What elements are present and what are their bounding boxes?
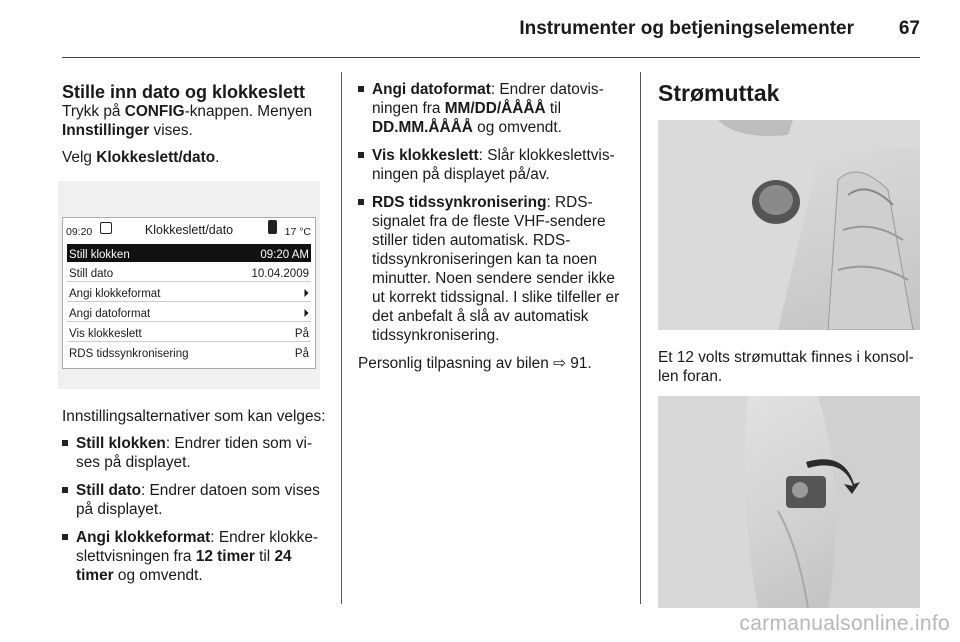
options-intro: Innstillingsalternativer som kan velges: <box>62 408 326 425</box>
bullet-angi-datoformat: Angi datoformat: Endrer datovisningen fra MM/DD/ÅÅÅÅ til DD.MM.ÅÅÅÅ og omvendt. <box>358 80 624 137</box>
column-2 <box>358 80 624 381</box>
bullet-still-klokken: Still klokken: Endrer tiden som vises på displayet. <box>62 434 328 472</box>
bullet-rds: RDS tidssynkronisering: RDS-signalet fra de fleste VHF-sendere stiller tiden automatisk. RDS-tidssynkroniseringen kan ta noen minutter. Noen sendere sender ikke ut korrekt tidssignal. I slike tilfeller er det anbefalt å slå av automatisk tidssynkronisering. <box>358 193 624 345</box>
section-heading-stromuttak: Strømuttak <box>658 80 780 106</box>
bullet-angi-klokkeformat: Angi klokkeformat: Endrer klokkeslettvisningen fra 12 timer til 24 timer og omvendt. <box>62 528 328 585</box>
page-header <box>62 14 920 48</box>
chevron-right-icon: ⏵ <box>303 288 309 300</box>
intro-paragraph: Trykk på CONFIG-knappen. Menyen Innstillinger vises. <box>62 103 313 139</box>
screen-row-still-dato[interactable]: Still dato 10.04.2009 <box>69 268 309 280</box>
header-rule <box>62 57 920 58</box>
screen-title: Klokkeslett/dato <box>144 223 234 237</box>
screen-row-still-klokken[interactable]: Still klokken 09:20 AM <box>67 244 311 262</box>
section-heading-date-time: Stille inn dato og klokkeslett <box>62 82 306 102</box>
page-header-title: Instrumenter og betjeningselementer <box>519 18 854 39</box>
cross-reference: Personlig tilpasning av bilen ⇨ 91. <box>358 355 592 372</box>
screen-temperature: 17 °C <box>284 226 311 238</box>
screen-row-vis-klokkeslett[interactable]: Vis klokkeslett På <box>69 328 309 340</box>
screen-time: 09:20 <box>66 226 93 238</box>
select-paragraph: Velg Klokkeslett/dato. <box>62 149 220 166</box>
column-3 <box>658 80 923 608</box>
column-divider-1 <box>341 72 342 604</box>
screen-topbar <box>63 218 315 240</box>
power-outlet-photo <box>658 396 920 608</box>
console-photo <box>658 120 920 330</box>
config-button-label: CONFIG <box>124 103 185 120</box>
column-1 <box>62 82 328 594</box>
watermark: carmanualsonline.info <box>739 612 950 635</box>
page-number: 67 <box>898 18 920 39</box>
screen-row-angi-datoformat[interactable]: Angi datoformat ⏵ <box>67 303 311 321</box>
screen-row-rds[interactable]: RDS tidssynkronisering På <box>69 348 309 360</box>
column-divider-2 <box>640 72 641 604</box>
display-screen <box>62 217 316 369</box>
arrow-right-icon: ⇨ <box>553 355 566 372</box>
chevron-right-icon: ⏵ <box>303 308 309 320</box>
display-screenshot <box>58 181 320 389</box>
bullet-vis-klokkeslett: Vis klokkeslett: Slår klokkeslettvisningen på displayet på/av. <box>358 146 624 184</box>
bullet-still-dato: Still dato: Endrer datoen som vises på displayet. <box>62 481 328 519</box>
thermometer-icon <box>268 220 277 234</box>
screen-row-angi-klokkeformat[interactable]: Angi klokkeformat ⏵ <box>67 283 311 301</box>
stromuttak-text: Et 12 volts strømuttak finnes i konsollen foran. <box>658 349 914 385</box>
